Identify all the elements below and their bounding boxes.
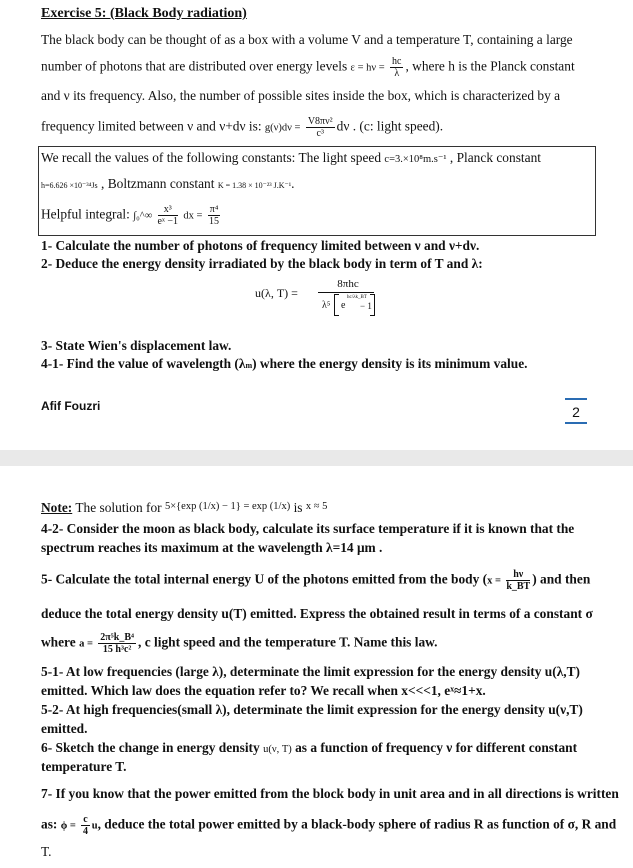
text-span: , deduce the total power emitted by a black-body sphere of radius R as function of σ, R and [97,816,617,832]
question-1: 1- Calculate the number of photons of frequency limited between ν and ν+dν. [41,238,480,253]
text-span: 5- Calculate the total internal energy [41,571,252,587]
density-of-states-formula: g(ν)dν = [264,122,301,134]
planck-constant-value: h=6.626 ×10⁻³⁴Js [41,181,98,190]
fraction-denominator: 4 [82,826,88,837]
text-span: of the photons emitted from the body ( [267,571,488,587]
question-6-line-1 [41,740,577,758]
symbol-U: U [254,571,265,587]
text-span: dν . (c: light speed). [336,118,444,134]
text-span: , Planck constant [449,150,541,165]
fraction-denominator: 15 h³c² [102,644,132,655]
question-6-line-2: temperature T. [41,759,127,774]
fraction-v8pinu2-c3 [306,116,335,139]
exercise-title: Exercise 5: (Black Body radiation) [41,6,247,21]
paragraph-line [41,116,443,139]
question-7-line-1: 7- If you know that the power emitted from the block body in unit area and in all directions is written [41,786,619,801]
page-number-text: 2 [572,404,580,420]
x-definition: x = [487,575,501,587]
symbol-u-nu-T: u(ν, T) [263,744,292,755]
page-number-top-rule [565,398,587,400]
symbol-uT: u(T) [221,606,247,621]
fraction-numerator: π⁴ [209,204,219,215]
exp-approximation: eˣ≈1+x. [444,683,486,698]
note-label: Note: [41,500,73,515]
text-span: 5-1- At low frequencies (large λ), determinate the limit expression for the energy density [41,664,545,679]
text-span: deduce the total energy density [41,606,219,621]
question-3: 3- State Wien's displacement law. [41,338,232,353]
integral-dx: dx = [183,210,203,222]
author-name: Afif Fouzri [41,399,101,413]
boltzmann-constant-value: K = 1.38 × 10⁻²³ J.K⁻¹ [217,181,292,190]
question-5-line-1 [41,569,590,592]
text-span: , Boltzmann constant [101,176,215,191]
subscript-m: m [245,361,253,370]
text-span: , where h is the Planck constant [405,58,575,74]
text-span: where [41,634,76,650]
right-bracket [370,294,375,316]
fraction-hc-lambda [390,56,403,79]
planck-equation-lambda5: λ⁵ [322,300,331,311]
page-number-bottom-rule [565,422,587,424]
planck-equation-exp-base: e [341,300,346,311]
note-formula: 5×{exp (1/x) − 1} = exp (1/x) [164,501,291,512]
left-bracket [334,294,339,316]
question-7-line-2 [41,814,616,837]
fraction-c-over-4 [81,814,89,837]
paragraph-line: and ν its frequency. Also, the number of possible sites inside the box, which is characterized by a [41,88,561,103]
question-4-2-line-1: 4-2- Consider the moon as black body, calculate its surface temperature if it is known that the [41,521,575,536]
light-speed-value: c=3.×10⁸m.s⁻¹ [384,154,447,165]
text-span: ) and then [532,571,591,587]
question-7-line-3: T. [41,844,52,859]
fraction-denominator: c³ [316,128,324,139]
planck-equation-left: u(λ, T) = [255,286,298,300]
fraction-bar [318,292,374,293]
question-2: 2- Deduce the energy density irradiated by the black body in term of T and λ: [41,256,483,271]
symbol-sigma: σ [585,606,593,621]
text-span: ) where the energy density is its minimum value. [252,356,528,371]
planck-equation-numerator: 8πhc [337,278,359,290]
integral-fraction [158,204,178,227]
planck-equation-minus-one: − 1 [360,301,372,311]
phi-definition: ϕ = [60,820,76,832]
page-2 [0,466,633,868]
question-5-2-line-1 [41,702,583,718]
page-number [565,398,587,426]
text-span: 4-1- Find the value of wavelength (λ [41,356,246,371]
text-span: frequency limited between ν and ν+dν is: [41,118,262,134]
constants-line-2 [41,176,295,194]
question-5-1-line-2 [41,683,486,699]
text-span: number of photons that are distributed over energy levels [41,58,348,74]
page-separator [0,450,633,466]
fraction-numerator: hc [392,56,402,67]
text-span: emitted. Express the obtained result in terms of a constant [250,606,583,621]
text-span: 5-2- At high frequencies(small λ), determinate the limit expression for the energy density [41,702,549,717]
constants-line-1 [41,150,541,168]
a-definition: a = [79,638,93,650]
question-4-1 [41,356,527,374]
question-5-line-2 [41,606,593,622]
fraction-numerator: c [83,814,88,825]
text-span: Helpful integral: [41,206,130,222]
fraction-denominator: k_BT [506,581,531,592]
note-result: x ≈ 5 [305,501,328,512]
text-span: , c light speed and the temperature T. Name this law. [138,634,438,650]
fraction-numerator: 2π⁵k_B⁴ [100,632,135,643]
question-5-line-3 [41,632,437,655]
text-span: emitted. Which law does the equation refer to? We recall when x<<<1, [41,683,445,698]
integral-sign: ∫₀^∞ [133,210,153,222]
symbol-u-nu-T: u(ν,T) [548,702,583,717]
helpful-integral-line [41,204,222,227]
paragraph-line [41,56,575,79]
planck-equation-exp-sup: hc/λk_BT [347,295,367,300]
text-span: . [291,176,295,191]
fraction-denominator: λ [394,68,400,79]
text-span: The solution for [72,500,165,515]
fraction-numerator: x³ [158,204,178,216]
question-5-1-line-1 [41,664,580,680]
integral-result-fraction [208,204,221,227]
question-4-2-line-2: spectrum reaches its maximum at the wavelength λ=14 μm . [41,540,383,555]
text-span: as a function of frequency ν for different constant [295,740,578,755]
text-span: is [290,500,306,515]
fraction-hnu-kbt [506,569,530,592]
fraction-stefan-constant [98,632,136,655]
energy-formula: ε = hν = [350,62,385,74]
note-line [41,500,327,518]
fraction-denominator: eˣ −1 [157,216,179,227]
text-span: as: [41,816,58,832]
symbol-u: u [91,820,98,832]
text-span: 6- Sketch the change in energy density [41,740,260,755]
text-span: We recall the values of the following constants: The light speed [41,150,382,165]
question-5-2-line-2: emitted. [41,721,88,736]
fraction-numerator: V8πν² [307,116,333,127]
paragraph-line: The black body can be thought of as a box with a volume V and a temperature T, containing a large [41,32,573,47]
symbol-u-lambda-T: u(λ,T) [544,664,581,679]
fraction-denominator: 15 [209,216,220,227]
fraction-numerator: hν [506,569,530,581]
